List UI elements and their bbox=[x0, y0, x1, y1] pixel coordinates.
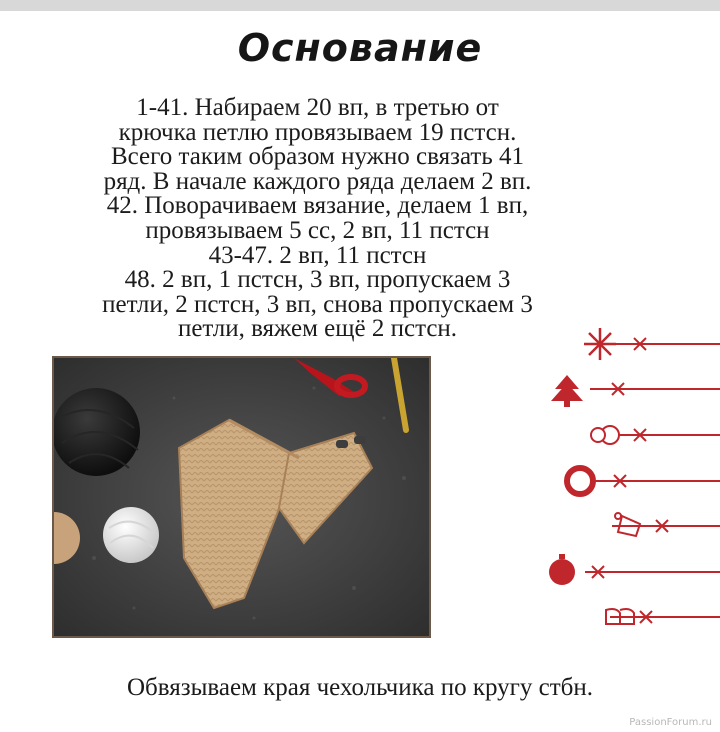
instruction-line: 42. Поворачиваем вязание, делаем 1 вп, bbox=[106, 192, 529, 220]
christmas-decorations bbox=[540, 322, 720, 632]
instruction-line: петли, вяжем ещё 2 пстсн. bbox=[177, 315, 458, 343]
instruction-line: крючка петлю провязываем 19 пстсн. bbox=[118, 118, 517, 146]
instruction-line: 48. 2 вп, 1 пстсн, 3 вп, пропускаем 3 bbox=[124, 266, 511, 294]
ornament-ball-icon bbox=[549, 554, 575, 585]
christmas-tree-icon bbox=[551, 375, 583, 407]
watermark: PassionForum.ru bbox=[629, 717, 712, 728]
white-yarn-ball bbox=[103, 507, 159, 563]
instruction-line: ряд. В начале каждого ряда делаем 2 вп. bbox=[103, 167, 532, 195]
crochet-photo bbox=[52, 356, 431, 638]
snowman-icon bbox=[591, 426, 619, 444]
top-bar bbox=[0, 0, 720, 11]
snowflake-icon bbox=[584, 328, 616, 360]
black-yarn-ball bbox=[54, 388, 140, 476]
instructions-text bbox=[30, 96, 605, 342]
instruction-line: петли, 2 пстсн, 3 вп, снова пропускаем 3 bbox=[102, 290, 533, 318]
instruction-line: провязываем 5 сс, 2 вп, 11 пстсн bbox=[145, 216, 490, 244]
page-title: Основание bbox=[237, 26, 483, 70]
caption: Обвязываем края чехольчика по кругу стбн. bbox=[126, 674, 594, 701]
instruction-line: 43-47. 2 вп, 11 пстсн bbox=[208, 241, 427, 269]
wreath-icon bbox=[567, 468, 593, 494]
instruction-line: 1-41. Набираем 20 вп, в третью от bbox=[136, 94, 499, 121]
instruction-line: Всего таким образом нужно связать 41 bbox=[110, 143, 525, 171]
santa-hat-icon bbox=[615, 513, 640, 536]
